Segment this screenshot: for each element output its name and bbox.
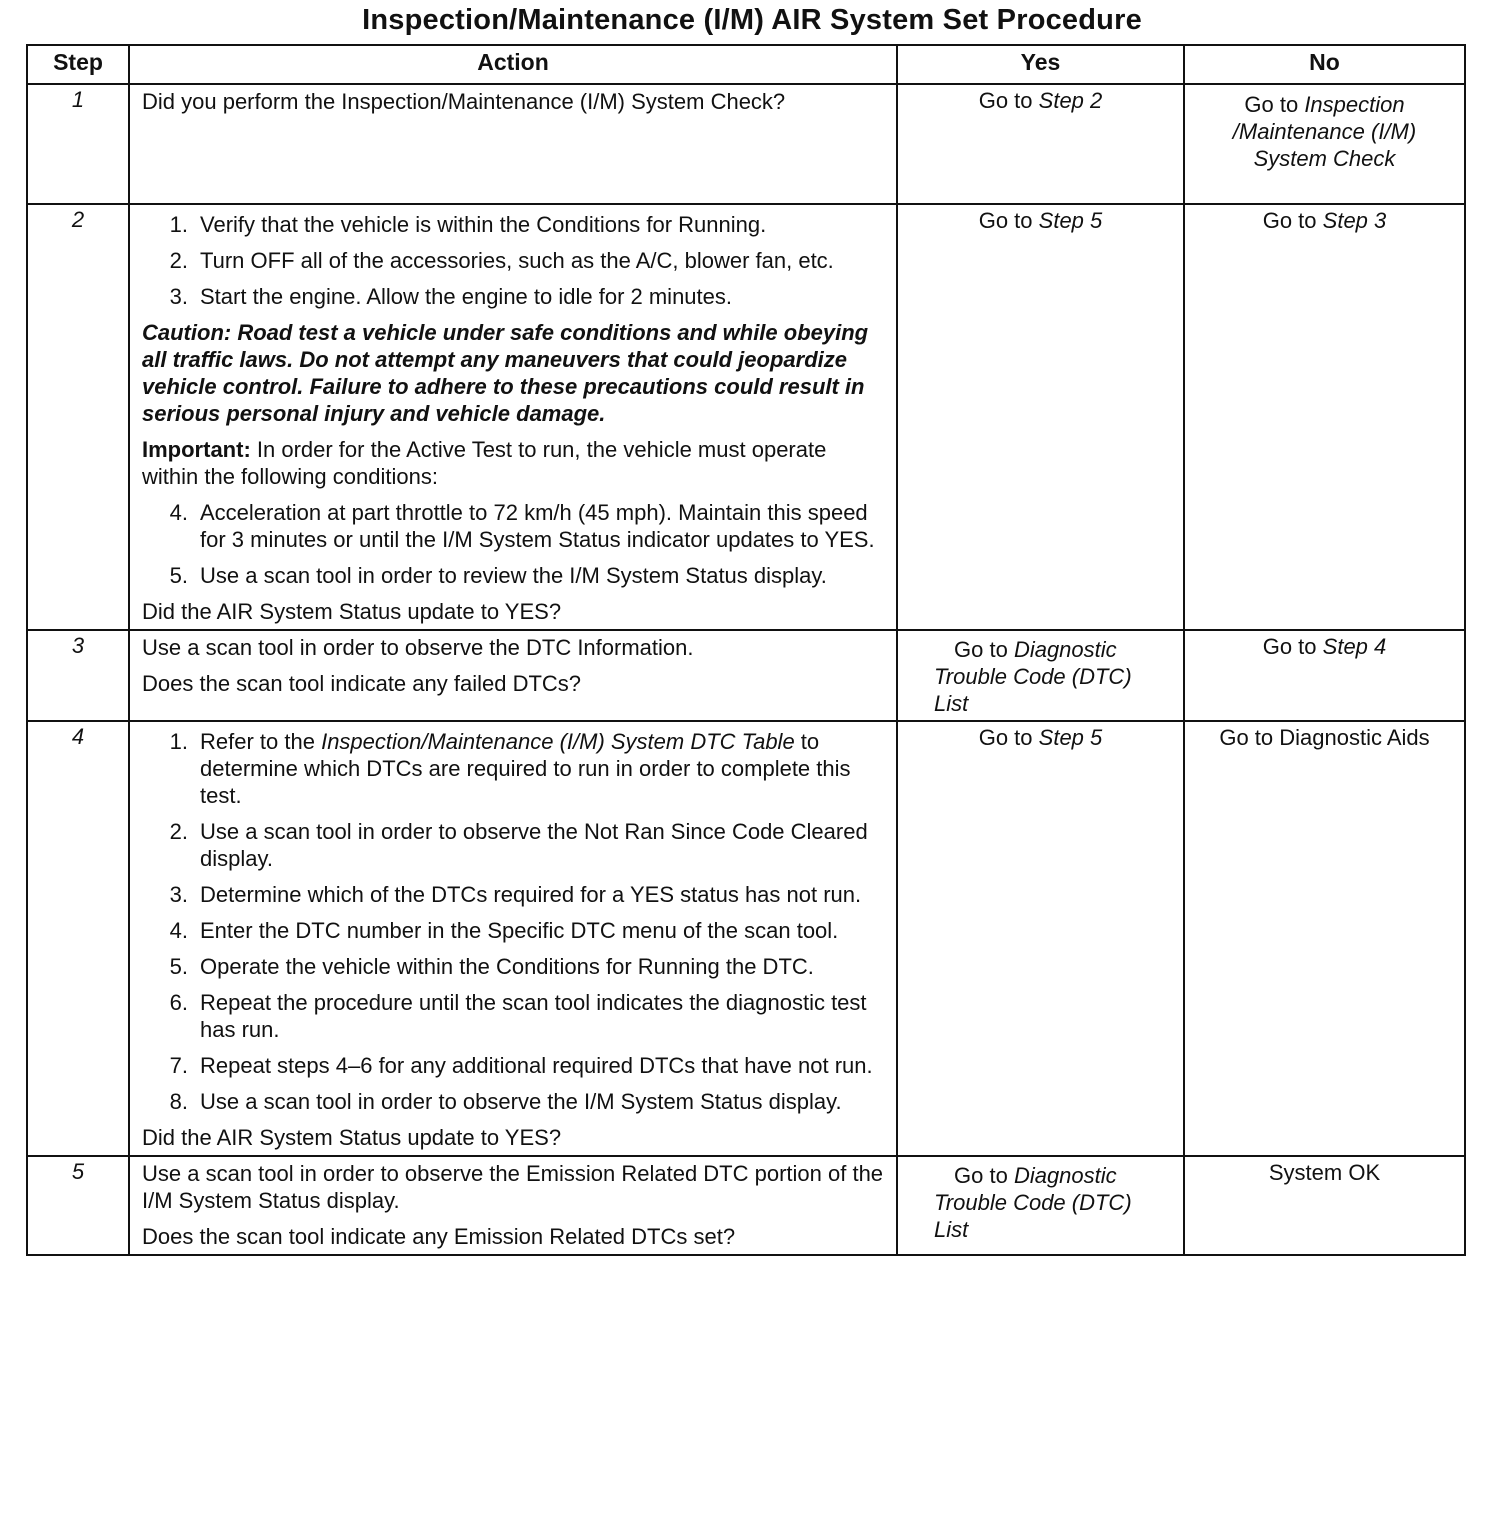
goto-label: Go to bbox=[954, 637, 1008, 662]
list-item: 2. Use a scan tool in order to observe the Not Ran Since Code Cleared display. bbox=[169, 819, 868, 871]
action-cell bbox=[129, 721, 897, 1156]
action-text: Use a scan tool in order to observe the DTC Information. bbox=[142, 635, 694, 660]
dtc-table-link[interactable]: Inspection/Maintenance (I/M) System DTC Table bbox=[321, 729, 795, 754]
list-item: 4. Acceleration at part throttle to 72 km/h (45 mph). Maintain this speed for 3 minutes or until the I/M System Status indicator updates to YES. bbox=[169, 500, 875, 552]
step-number: 4 bbox=[27, 721, 129, 1156]
no-link[interactable]: Go to Diagnostic Aids bbox=[1219, 725, 1430, 750]
action-question: Does the scan tool indicate any Emission Related DTCs set? bbox=[142, 1224, 736, 1249]
goto-label: Go to bbox=[978, 88, 1033, 113]
table-row bbox=[27, 630, 1465, 721]
list-item: 3. Determine which of the DTCs required for a YES status has not run. bbox=[169, 882, 862, 907]
yes-cell bbox=[897, 1156, 1184, 1255]
list-item: 1. Refer to the Inspection/Maintenance (I/M) System DTC Table to determine which DTCs are required to run in order to complete this test. bbox=[169, 729, 851, 808]
goto-label: Go to bbox=[978, 725, 1033, 750]
yes-link[interactable]: Step 2 bbox=[1038, 88, 1103, 113]
list-item: 2. Turn OFF all of the accessories, such as the A/C, blower fan, etc. bbox=[169, 248, 834, 273]
list-item: 8. Use a scan tool in order to observe the I/M System Status display. bbox=[169, 1089, 842, 1114]
yes-link[interactable]: Diagnostic bbox=[1013, 1163, 1117, 1188]
action-question: Did the AIR System Status update to YES? bbox=[142, 1125, 562, 1150]
step-number: 1 bbox=[27, 84, 129, 204]
list-item: 7. Repeat steps 4–6 for any additional required DTCs that have not run. bbox=[169, 1053, 873, 1078]
list-item: 5. Operate the vehicle within the Conditions for Running the DTC. bbox=[169, 954, 814, 979]
yes-link[interactable]: Diagnostic bbox=[1013, 637, 1117, 662]
yes-link-line2[interactable]: Trouble Code (DTC) bbox=[934, 1190, 1132, 1215]
header-row bbox=[27, 45, 1465, 84]
list-item: 6. Repeat the procedure until the scan tool indicates the diagnostic test has run. bbox=[169, 990, 867, 1042]
action-cell bbox=[129, 1156, 897, 1255]
list-item: 3. Start the engine. Allow the engine to idle for 2 minutes. bbox=[169, 284, 732, 309]
header-action: Action bbox=[129, 45, 897, 84]
action-question: Does the scan tool indicate any failed DTCs? bbox=[142, 671, 582, 696]
table-row bbox=[27, 1156, 1465, 1255]
action-cell bbox=[129, 84, 897, 204]
action-cell bbox=[129, 630, 897, 721]
caution-text: Caution: Road test a vehicle under safe conditions and while obeying all traffic laws. Do not attempt any maneuvers that could jeopardize vehicle control. Failure to adhere to these precautions could result in serious personal injury and vehicle damage. bbox=[142, 320, 869, 426]
no-cell bbox=[1184, 1156, 1465, 1255]
step-number: 5 bbox=[27, 1156, 129, 1255]
goto-label: Go to bbox=[954, 1163, 1008, 1188]
yes-link-line2[interactable]: Trouble Code (DTC) bbox=[934, 664, 1132, 689]
no-link[interactable]: Step 4 bbox=[1322, 634, 1387, 659]
action-question: Did the AIR System Status update to YES? bbox=[142, 599, 562, 624]
action-text: Use a scan tool in order to observe the Emission Related DTC portion of the I/M System Status display. bbox=[142, 1161, 884, 1213]
no-link[interactable]: Inspection bbox=[1304, 92, 1405, 117]
no-link-line3[interactable]: System Check bbox=[1253, 146, 1396, 171]
no-result: System OK bbox=[1268, 1160, 1381, 1185]
goto-label: Go to bbox=[978, 208, 1033, 233]
table-row bbox=[27, 84, 1465, 204]
yes-cell bbox=[897, 630, 1184, 721]
list-item: 5. Use a scan tool in order to review the I/M System Status display. bbox=[169, 563, 827, 588]
step-number: 3 bbox=[27, 630, 129, 721]
no-cell bbox=[1184, 630, 1465, 721]
procedure-table bbox=[26, 44, 1466, 1256]
yes-link[interactable]: Step 5 bbox=[1038, 725, 1103, 750]
action-cell bbox=[129, 204, 897, 630]
goto-label: Go to bbox=[1244, 92, 1299, 117]
yes-link-line3[interactable]: List bbox=[934, 1217, 969, 1242]
yes-cell bbox=[897, 204, 1184, 630]
table-row bbox=[27, 721, 1465, 1156]
action-question: Did you perform the Inspection/Maintenance (I/M) System Check? bbox=[142, 89, 786, 114]
header-yes: Yes bbox=[897, 45, 1184, 84]
document-title: Inspection/Maintenance (I/M) AIR System Set Procedure bbox=[362, 4, 1142, 36]
no-cell bbox=[1184, 721, 1465, 1156]
list-item: 4. Enter the DTC number in the Specific DTC menu of the scan tool. bbox=[169, 918, 839, 943]
step-number: 2 bbox=[27, 204, 129, 630]
no-link[interactable]: Step 3 bbox=[1322, 208, 1387, 233]
yes-link-line3[interactable]: List bbox=[934, 691, 969, 716]
header-no: No bbox=[1184, 45, 1465, 84]
yes-link[interactable]: Step 5 bbox=[1038, 208, 1103, 233]
important-note: Important: In order for the Active Test to run, the vehicle must operate within the following conditions: bbox=[142, 437, 827, 489]
yes-cell bbox=[897, 721, 1184, 1156]
no-cell bbox=[1184, 84, 1465, 204]
table-row bbox=[27, 204, 1465, 630]
header-step: Step bbox=[27, 45, 129, 84]
no-link-line2[interactable]: /Maintenance (I/M) bbox=[1232, 119, 1417, 144]
goto-label: Go to bbox=[1262, 208, 1317, 233]
goto-label: Go to bbox=[1262, 634, 1317, 659]
list-item: 1. Verify that the vehicle is within the Conditions for Running. bbox=[169, 212, 767, 237]
yes-cell bbox=[897, 84, 1184, 204]
no-cell bbox=[1184, 204, 1465, 630]
